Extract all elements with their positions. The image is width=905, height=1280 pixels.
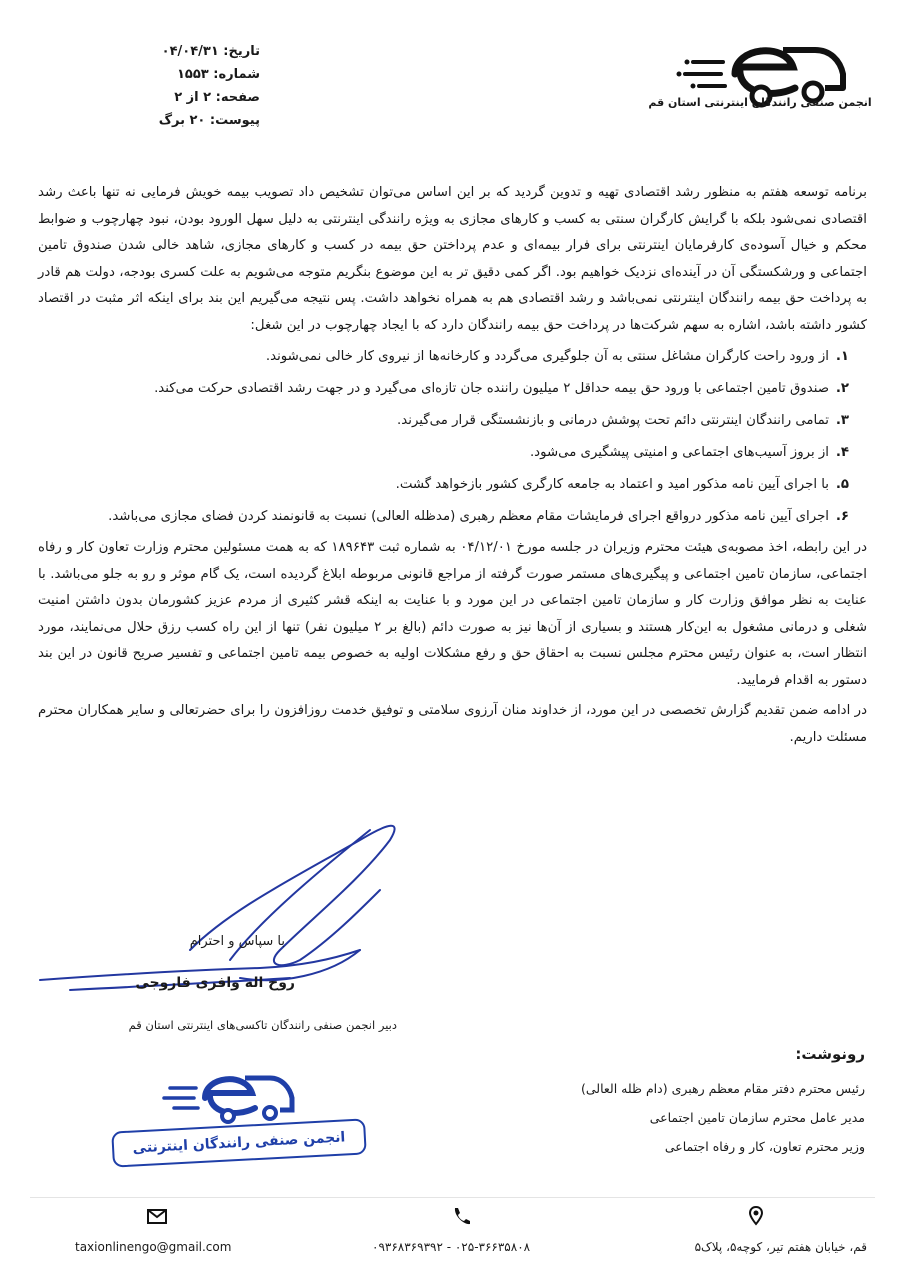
number-value: ۱۵۵۳ [176, 67, 209, 82]
signer-name: روح اله وافری فاروجی [135, 975, 295, 991]
page-row: صفحه: ۲ از ۲ [174, 90, 260, 105]
list-item: ۳.تمامی رانندگان اینترنتی دائم تحت پوشش درمانی و بازنشستگی قرار می‌گیرند. [397, 413, 849, 428]
list-item: مدیر عامل محترم سازمان تامین اجتماعی [649, 1110, 865, 1125]
stamp-label: انجمن صنفی رانندگان اینترنتی [111, 1118, 367, 1167]
date-value: ۰۴/۰۴/۳۱ [161, 44, 219, 59]
list-item: ۴.از بروز آسیب‌های اجتماعی و امنیتی پیشگیری می‌شود. [529, 445, 849, 460]
intro-paragraph: برنامه توسعه هفتم به منظور رشد اقتصادی تهیه و تدوین گردید که بر این اساس می‌توان تشخیص داد تصویب بیمه خویش فرمایی نه تنها باعث رشد اقتصادی نمی‌شود بلکه با گرایش کارگران سنتی به کسب و کارهای مجازی به ویژه رانندگی اینترنتی به دلیل سهل الورود بودن، نبود چهارچوب و ضوابط محکم و خیال آسوده‌ی کارفرمایان اینترنتی برای فرار بیمه‌ای و عدم پرداختن حق بیمه در کسب و کارهای مجازی، شاهد خالی شدن صندوق تامین اجتماعی و ورشکستگی آن در آینده‌ای نزدیک خواهیم بود. اگر کمی دقیق تر به این موضوع بنگریم متوجه می‌شویم به علت کسری بودجه، دولت هم قادر به پرداخت حق بیمه رانندگان اینترنتی نمی‌باشد و رشد اقتصادی هم به همراه نخواهد داشت. پس نتیجه می‌گیریم این بند برای اینکه اثر مثبت در اقتصاد کشور داشته باشد، اشاره به سهم شرکت‌ها در پرداخت حق بیمه رانندگان دارد که با ایجاد چهارچوب در این شغل: [38, 185, 867, 333]
cc-title: رونوشت: [795, 1045, 865, 1063]
cc-list [581, 1074, 865, 1161]
letter-body [38, 180, 867, 751]
footer-email: taxionlinengo@gmail.com [75, 1240, 232, 1254]
list-item: رئیس محترم دفتر مقام معظم رهبری (دام ظله العالی) [580, 1081, 865, 1096]
resolution-paragraph: در این رابطه، اخذ مصوبه‌ی هیئت محترم وزیران در جلسه مورخ ۰۴/۱۲/۰۱ به شماره ثبت ۱۸۹۶۴۳ که به همت مسئولین محترم وزارت تعاون کار و رفاه اجتماعی، سازمان تامین اجتماعی و پیگیری‌های مستمر صورت گرفته از مراجع قانونی مربوطه ابلاغ گردیده است، یک گام موثر و رو به جلو می‌باشد. با عنایت به نظر موافق وزارت کار و سازمان تامین اجتماعی در این مورد و با عنایت به اینکه قشر کثیری از مردم عزیز کشورمان بدون داشتن امنیت شغلی و درمانی مشغول به این‌کار هستند و بسیاری از آن‌ها نیز به صورت دائم (بالغ بر ۲ میلیون نفر) تنها از این راه کسب رزق حلال می‌نمایند، مورد انتظار است، به عنوان رئیس محترم مجلس نسبت به احقاق حق و رفع مشکلات اولیه به خصوص بیمه تامین اجتماعی و تفسیر صریح قانون در این بند دستور به اقدام فرمایید. [38, 540, 867, 688]
closing-paragraph: در ادامه ضمن تقدیم گزارش تخصصی در این مورد، از خداوند منان آرزوی سلامتی و توفیق خدمت روزافزون را برای حضرتعالی و سایر همکاران محترم مسئلت داریم. [38, 703, 867, 745]
phone-icon [450, 1205, 472, 1227]
list-item: ۶.اجرای آیین نامه مذکور درواقع اجرای فرمایشات مقام معظم رهبری (مدظله العالی) نسبت به قانونمند کردن فضای مجازی می‌باشد. [108, 509, 849, 524]
list-item: ۵.با اجرای آیین نامه مذکور امید و اعتماد به جامعه کارگری کشور بازخواهد گشت. [395, 477, 849, 492]
number-row: شماره: ۱۵۵۳ [176, 67, 260, 82]
footer-phone: ۰۹۳۶۸۳۶۹۳۹۲ - ۰۲۵-۳۶۶۳۵۸۰۸ [372, 1240, 531, 1254]
attachment-row: پیوست: ۲۰ برگ [158, 113, 260, 128]
signer-role: دبیر انجمن صنفی رانندگان تاکسی‌های اینترنتی استان قم [128, 1018, 397, 1032]
list-item: وزیر محترم تعاون، کار و رفاه اجتماعی [664, 1139, 865, 1154]
letter-meta [60, 40, 260, 132]
mail-icon [146, 1205, 168, 1227]
org-name: انجمن صنفی رانندگان اینترنتی استان قم [648, 96, 872, 109]
date-row: تاریخ: ۰۴/۰۴/۳۱ [161, 44, 260, 59]
page-value: ۲ از ۲ [174, 90, 212, 105]
list-item: ۱.از ورود راحت کارگران مشاغل سنتی به آن جلوگیری می‌گردد و کارخانه‌ها از نیروی کار خالی نمی‌شوند. [265, 349, 849, 364]
location-icon [745, 1205, 767, 1227]
list-item: ۲.صندوق تامین اجتماعی با ورود حق بیمه حداقل ۲ میلیون راننده جان تازه‌ای می‌گیرد و در جهت رشد اقتصادی حرکت می‌کند. [154, 381, 849, 396]
attachment-value: ۲۰ برگ [158, 113, 206, 128]
points-list [38, 341, 867, 533]
footer-divider [30, 1197, 875, 1198]
footer-address: قم، خیابان هفتم تیر، کوچه۵، پلاک۵ [694, 1240, 867, 1254]
sign-off: با سپاس و احترام [189, 934, 285, 949]
